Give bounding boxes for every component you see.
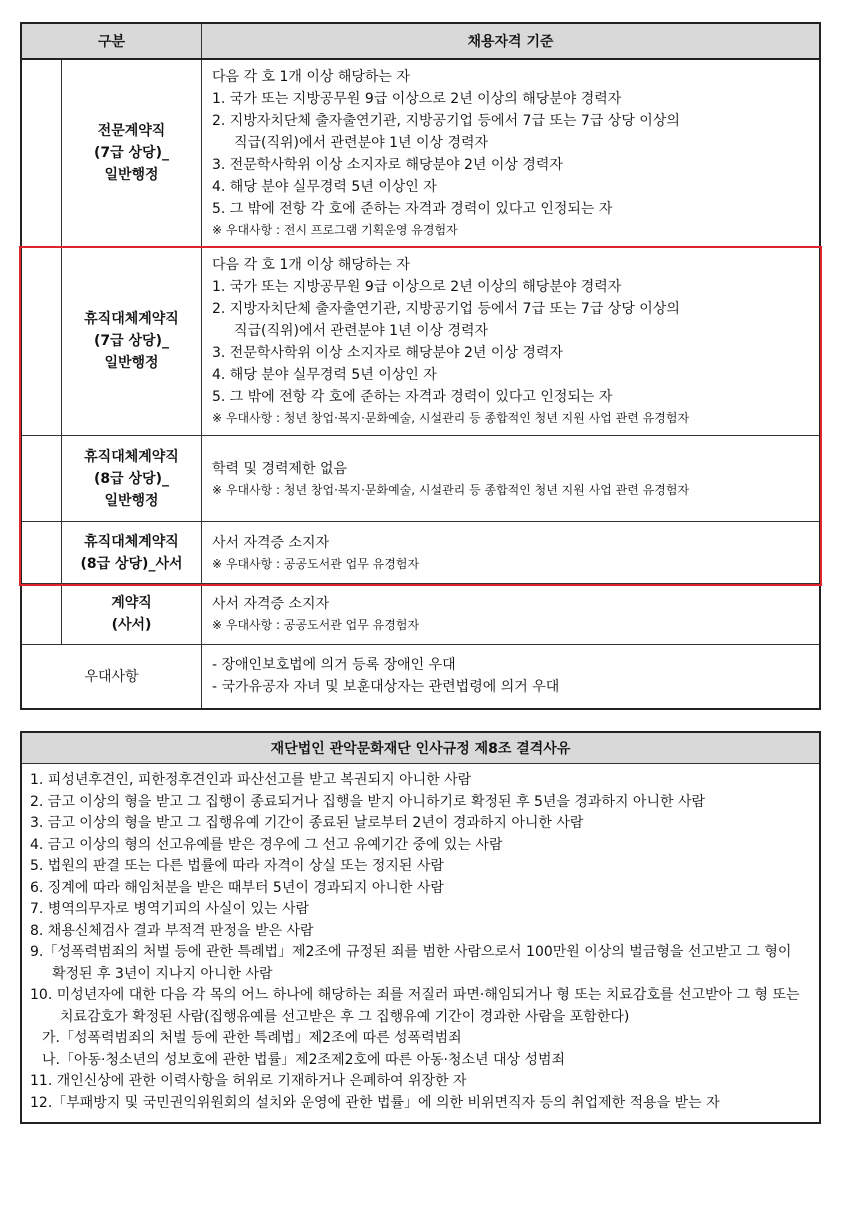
preference-note: ※ 우대사항 : 공공도서관 업무 유경험자 <box>212 618 420 632</box>
preference-row <box>21 645 820 709</box>
list-item: 1. 피성년후견인, 피한정후견인과 파산선고를 받고 복권되지 아니한 사람 <box>30 772 472 788</box>
list-item: 9.「성폭력범죄의 처벌 등에 관한 특례법」제2조에 규정된 죄를 범한 사람으로서 100만원 이상의 벌금형을 선고받고 그 형이 확정된 후 3년이 지나지 아니한 사람 <box>30 944 792 982</box>
row-criteria-cell <box>202 522 821 584</box>
list-subitem: 나.「아동·청소년의 성보호에 관한 법률」제2조제2호에 따른 아동·청소년 대상 성범죄 <box>42 1051 566 1068</box>
criteria-line: 사서 자격증 소지자 <box>212 596 330 612</box>
row-criteria-cell <box>202 59 821 247</box>
preference-line: - 장애인보호법에 의거 등록 장애인 우대 <box>212 657 456 674</box>
criteria-line: 사서 자격증 소지자 <box>212 534 330 551</box>
category-line: (8급 상당)_ <box>94 470 169 487</box>
criteria-line: 직급(직위)에서 관련분야 1년 이상 경력자 <box>234 323 489 339</box>
category-line: (7급 상당)_ <box>94 145 169 161</box>
list-subitem: 가.「성폭력범죄의 처벌 등에 관한 특례법」제2조에 따른 성폭력범죄 <box>42 1030 462 1046</box>
category-line: 일반행정 <box>104 492 159 509</box>
list-item: 6. 징계에 따라 해임처분을 받은 때부터 5년이 경과되지 아니한 사람 <box>30 879 444 896</box>
list-item: 3. 금고 이상의 형을 받고 그 집행유예 기간이 종료된 날로부터 2년이 경과하지 아니한 사람 <box>30 815 584 831</box>
table-row <box>21 247 820 436</box>
preference-line: - 국가유공자 자녀 및 보훈대상자는 관련법령에 의거 우대 <box>212 679 560 696</box>
row-criteria-cell <box>202 436 821 522</box>
header-criteria: 채용자격 기준 <box>202 23 821 59</box>
disqualification-list <box>21 764 820 1124</box>
preference-note: ※ 우대사항 : 청년 창업·복지·문화예술, 시설관리 등 종합적인 청년 지원 사업 관련 유경험자 <box>212 482 690 497</box>
criteria-line: 2. 지방자치단체 출자출연기관, 지방공기업 등에서 7급 또는 7급 상당 이상의 <box>212 113 680 129</box>
criteria-line: 3. 전문학사학위 이상 소지자로 해당분야 2년 이상 경력자 <box>212 157 563 173</box>
row-category-cell <box>62 522 202 584</box>
row-spacer-cell <box>21 59 62 247</box>
criteria-line: 5. 그 밖에 전항 각 호에 준하는 자격과 경력이 있다고 인정되는 자 <box>212 389 613 405</box>
table-row <box>21 59 820 247</box>
category-line: 일반행정 <box>104 355 159 371</box>
row-spacer-cell <box>21 247 62 436</box>
criteria-line: 4. 해당 분야 실무경력 5년 이상인 자 <box>212 367 437 383</box>
category-line: 일반행정 <box>104 167 159 183</box>
criteria-line: 1. 국가 또는 지방공무원 9급 이상으로 2년 이상의 해당분야 경력자 <box>212 279 622 295</box>
list-item: 4. 금고 이상의 형의 선고유예를 받은 경우에 그 선고 유예기간 중에 있는 사람 <box>30 836 503 853</box>
category-line: 계약직 <box>111 595 152 611</box>
row-criteria-cell <box>202 584 821 645</box>
criteria-line: 5. 그 밖에 전항 각 호에 준하는 자격과 경력이 있다고 인정되는 자 <box>212 201 613 217</box>
table-row <box>21 436 820 522</box>
preference-note: ※ 우대사항 : 전시 프로그램 기획운영 유경험자 <box>212 223 458 237</box>
category-line: (7급 상당)_ <box>94 333 169 349</box>
row-category-cell <box>62 59 202 247</box>
criteria-line: 3. 전문학사학위 이상 소지자로 해당분야 2년 이상 경력자 <box>212 345 563 361</box>
category-line: (8급 상당)_사서 <box>80 555 183 572</box>
row-category-cell <box>62 584 202 645</box>
category-line: 휴직대체계약직 <box>84 448 179 465</box>
table-row <box>21 522 820 584</box>
criteria-line: 1. 국가 또는 지방공무원 9급 이상으로 2년 이상의 해당분야 경력자 <box>212 91 622 107</box>
criteria-line: 다음 각 호 1개 이상 해당하는 자 <box>212 257 410 273</box>
preference-note: ※ 우대사항 : 청년 창업·복지·문화예술, 시설관리 등 종합적인 청년 지원 사업 관련 유경험자 <box>212 411 690 425</box>
list-item: 2. 금고 이상의 형을 받고 그 집행이 종료되거나 집행을 받지 아니하기로 확정된 후 5년을 경과하지 아니한 사람 <box>30 793 705 810</box>
category-line: 휴직대체계약직 <box>84 311 179 327</box>
list-item: 11. 개인신상에 관한 이력사항을 허위로 기재하거나 은폐하여 위장한 자 <box>30 1073 467 1089</box>
list-item: 8. 채용신체검사 결과 부적격 판정을 받은 사람 <box>30 922 314 939</box>
criteria-line: 4. 해당 분야 실무경력 5년 이상인 자 <box>212 179 437 195</box>
list-item: 10. 미성년자에 대한 다음 각 목의 어느 하나에 해당하는 죄를 저질러 파면·해임되거나 형 또는 치료감호를 선고받아 그 형 또는 치료감호가 확정된 사람(집행유예를 선고받은 후 그 집행유예 기간이 경과한 사람을 포함한다) <box>30 987 800 1025</box>
row-spacer-cell <box>21 522 62 584</box>
list-item: 5. 법원의 판결 또는 다른 법률에 따라 자격이 상실 또는 정지된 사람 <box>30 858 444 874</box>
disqualification-table <box>20 731 821 1124</box>
table-header-row <box>21 23 820 59</box>
criteria-line: 2. 지방자치단체 출자출연기관, 지방공기업 등에서 7급 또는 7급 상당 이상의 <box>212 301 680 317</box>
row-spacer-cell <box>21 436 62 522</box>
list-item: 7. 병역의무자로 병역기피의 사실이 있는 사람 <box>30 901 310 917</box>
table-row <box>21 584 820 645</box>
recruitment-criteria-table <box>20 22 821 710</box>
disqualification-title: 재단법인 관악문화재단 인사규정 제8조 결격사유 <box>21 732 820 764</box>
row-category-cell <box>62 436 202 522</box>
row-criteria-cell <box>202 247 821 436</box>
list-item: 12.「부패방지 및 국민권익위원회의 설치와 운영에 관한 법률」에 의한 비위면직자 등의 취업제한 적용을 받는 자 <box>30 1094 720 1111</box>
category-line: (사서) <box>111 617 152 633</box>
row-spacer-cell <box>21 584 62 645</box>
preference-content <box>202 645 821 709</box>
category-line: 전문계약직 <box>97 123 166 139</box>
criteria-line: 다음 각 호 1개 이상 해당하는 자 <box>212 69 410 85</box>
preference-note: ※ 우대사항 : 공공도서관 업무 유경험자 <box>212 556 420 571</box>
criteria-line: 학력 및 경력제한 없음 <box>212 460 348 477</box>
row-category-cell <box>62 247 202 436</box>
criteria-line: 직급(직위)에서 관련분야 1년 이상 경력자 <box>234 135 489 151</box>
category-line: 휴직대체계약직 <box>84 533 179 550</box>
preference-label: 우대사항 <box>21 645 202 709</box>
header-category: 구분 <box>21 23 202 59</box>
